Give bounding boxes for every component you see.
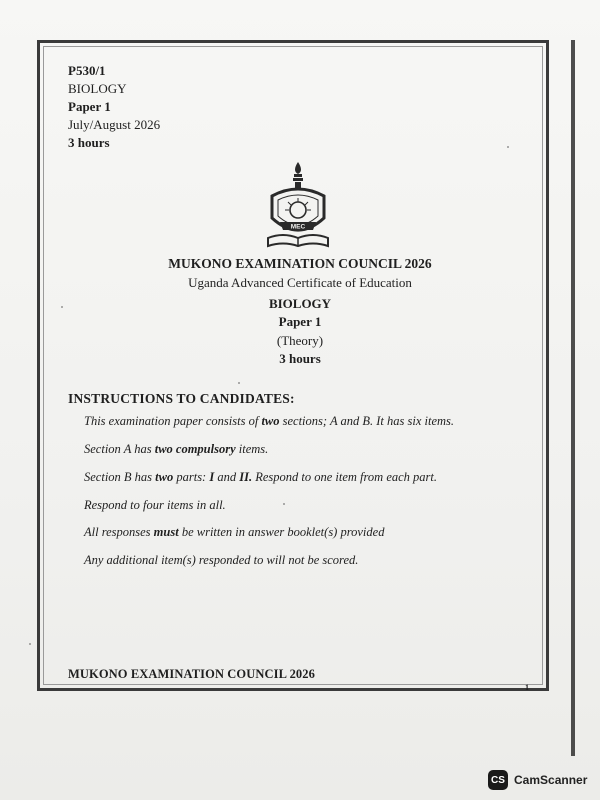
camscanner-label: CamScanner <box>514 773 588 787</box>
scan-speck <box>61 306 63 308</box>
instruction-item: All responses must be written in answer booklet(s) provided <box>84 525 385 539</box>
footer-council-name: MUKONO EXAMINATION COUNCIL 2026 <box>68 667 315 681</box>
scan-speck <box>283 503 285 505</box>
paper-date: July/August 2026 <box>68 117 161 132</box>
instruction-item: Any additional item(s) responded to will not be scored. <box>84 553 359 567</box>
page-edge-shadow <box>571 40 575 756</box>
camscanner-logo-icon: CS <box>488 770 508 790</box>
paper-type: (Theory) <box>276 333 324 348</box>
scan-speck <box>238 382 240 384</box>
paper-title: Paper 1 <box>278 314 322 329</box>
instructions-heading: INSTRUCTIONS TO CANDIDATES: <box>68 391 295 406</box>
council-title: MUKONO EXAMINATION COUNCIL 2026 <box>168 256 432 271</box>
instruction-item: Respond to four items in all. <box>84 498 226 512</box>
paper-subject: BIOLOGY <box>68 81 127 96</box>
scan-speck <box>29 643 31 645</box>
certificate-title: Uganda Advanced Certificate of Education <box>188 275 412 290</box>
subject-title: BIOLOGY <box>268 296 332 311</box>
instruction-item: This examination paper consists of two sections; A and B. It has six items. <box>84 414 455 428</box>
paper-code: P530/1 <box>68 63 106 78</box>
crest-ribbon-text: MEC <box>290 223 306 231</box>
instruction-item: Section A has two compulsory items. <box>84 442 269 456</box>
paper-duration: 3 hours <box>68 135 110 150</box>
council-crest-icon <box>258 160 338 252</box>
instruction-item: Section B has two parts: I and II. Respond to one item from each part. <box>84 470 438 484</box>
scan-speck <box>507 146 509 148</box>
camscanner-watermark <box>488 770 587 790</box>
paper-number: Paper 1 <box>68 99 111 114</box>
paper-header <box>68 62 160 152</box>
exam-duration: 3 hours <box>279 351 321 366</box>
page-number: 1 <box>525 683 529 692</box>
